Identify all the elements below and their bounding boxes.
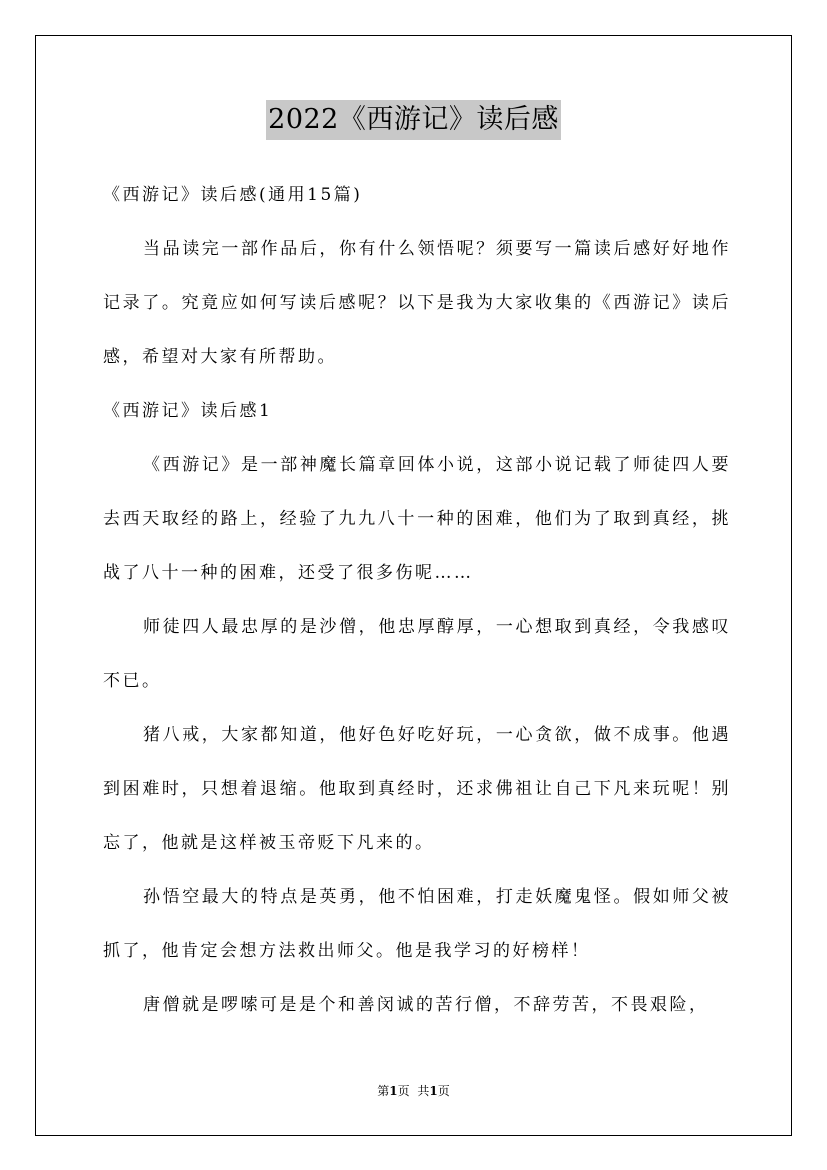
total-label-suffix: 页: [437, 1084, 450, 1098]
page-footer: [0, 1083, 827, 1099]
intro-paragraph: 当品读完一部作品后，你有什么领悟呢？须要写一篇读后感好好地作记录了。究竟应如何写读后感呢？以下是我为大家收集的《西游记》读后感，希望对大家有所帮助。: [103, 239, 731, 367]
body-paragraph: 师徒四人最忠厚的是沙僧，他忠厚醇厚，一心想取到真经，令我感叹不已。: [103, 617, 731, 691]
body-paragraph: 《西游记》是一部神魔长篇章回体小说，这部小说记载了师徒四人要去西天取经的路上，经验了九九八十一种的困难，他们为了取到真经，挑战了八十一种的困难，还受了很多伤呢……: [103, 455, 731, 583]
total-label-prefix: 共: [417, 1084, 430, 1098]
body-paragraph: 猪八戒，大家都知道，他好色好吃好玩，一心贪欲，做不成事。他遇到困难时，只想着退缩。他取到真经时，还求佛祖让自己下凡来玩呢！别忘了，他就是这样被玉帝贬下凡来的。: [103, 725, 731, 853]
section-heading: 《西游记》读后感1: [103, 401, 273, 421]
document-body: [103, 168, 731, 1032]
subtitle-heading: 《西游记》读后感(通用15篇): [103, 185, 363, 205]
body-paragraph: 唐僧就是啰嗦可是是个和善闵诚的苦行僧，不辞劳苦，不畏艰险，: [143, 995, 709, 1015]
body-paragraph: 孙悟空最大的特点是英勇，他不怕困难，打走妖魔鬼怪。假如师父被抓了，他肯定会想方法救出师父。他是我学习的好榜样！: [103, 887, 731, 961]
page-label-prefix: 第: [377, 1084, 390, 1098]
page-number: 1: [389, 1084, 398, 1098]
title-container: [0, 100, 827, 140]
page-label-suffix: 页: [397, 1084, 410, 1098]
document-title: 2022《西游记》读后感: [266, 100, 561, 140]
total-pages: 1: [429, 1084, 438, 1098]
